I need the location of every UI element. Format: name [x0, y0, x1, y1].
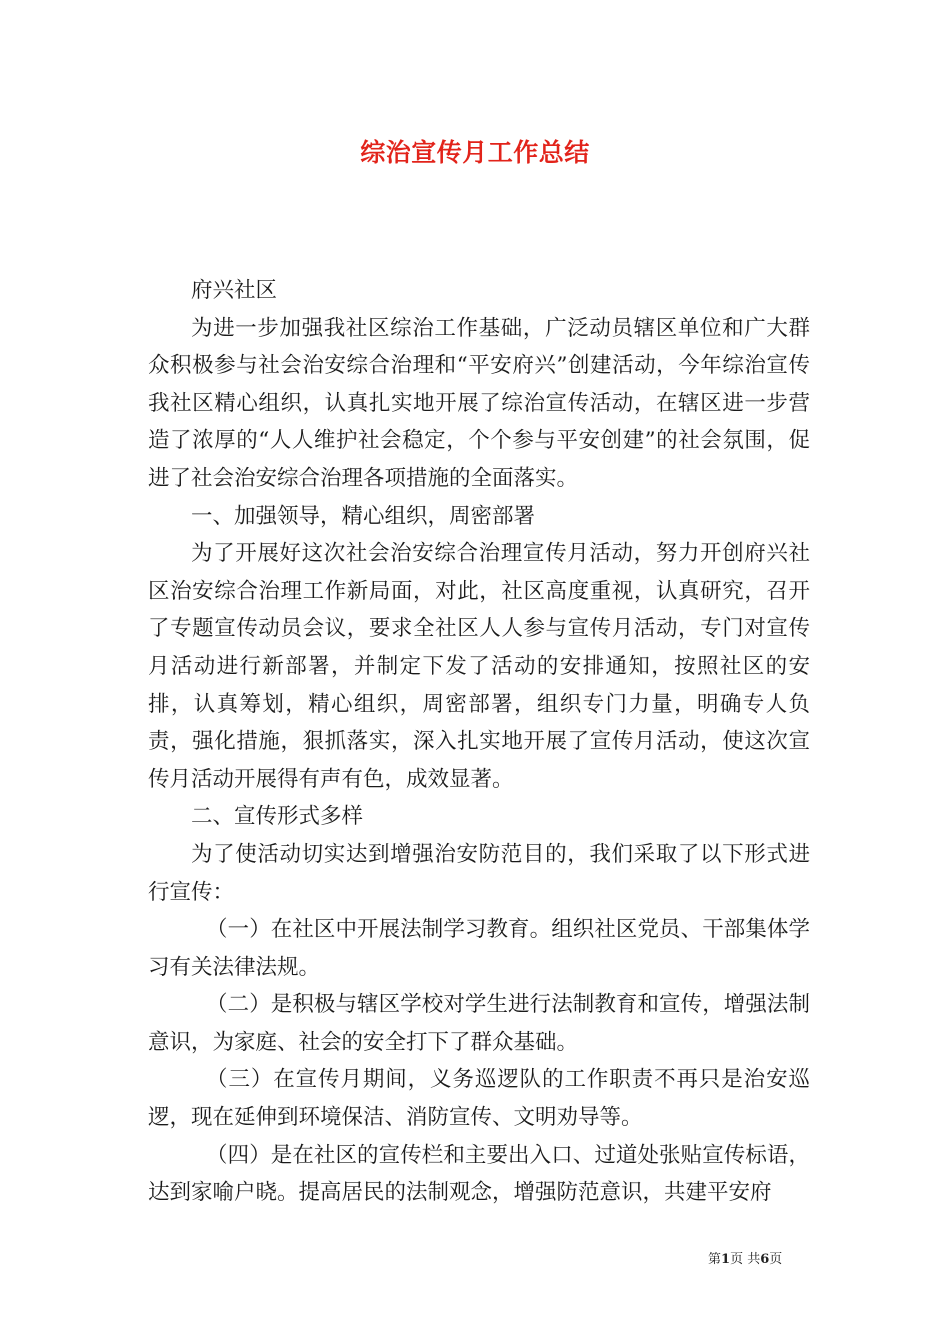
community-name: 府兴社区	[191, 278, 278, 303]
document-body	[148, 272, 810, 1212]
section-heading-2: 二、宣传形式多样	[191, 804, 364, 830]
list-item-3: （三）在宣传月期间，义务巡逻队的工作职责不再只是治安巡逻，现在延伸到环境保洁、消防宣传、文明劝导等。	[148, 1067, 810, 1131]
section-heading-1: 一、加强领导，精心组织，周密部署	[191, 503, 536, 529]
section-1-paragraph: 为了开展好这次社会治安综合治理宣传月活动，努力开创府兴社区治安综合治理工作新局面，对此，社区高度重视，认真研究，召开了专题宣传动员会议，要求全社区人人参与宣传月活动，专门对宣传月活动进行新部署，并制定下发了活动的安排通知，按照社区的安排，认真筹划，精心组织，周密部署，组织专门力量，明确专人负责，强化措施，狠抓落实，深入扎实地开展了宣传月活动，使这次宣传月活动开展得有声有色，成效显著。	[148, 541, 810, 792]
document-title: 综治宣传月工作总结	[360, 138, 590, 167]
intro-paragraph: 为进一步加强我社区综治工作基础，广泛动员辖区单位和广大群众积极参与社会治安综合治理和“平安府兴”创建活动，今年综治宣传我社区精心组织，认真扎实地开展了综治宣传活动，在辖区进一步营造了浓厚的“人人维护社会稳定，个个参与平安创建”的社会氛围，促进了社会治安综合治理各项措施的全面落实。	[148, 315, 810, 491]
list-item-1: （一）在社区中开展法制学习教育。组织社区党员、干部集体学习有关法律法规。	[148, 917, 810, 980]
current-page-number: 1	[721, 1252, 731, 1267]
page-footer	[708, 1248, 782, 1267]
footer-middle: 页 共	[730, 1252, 761, 1267]
footer-suffix: 页	[769, 1252, 783, 1267]
list-item-4: （四）是在社区的宣传栏和主要出入口、过道处张贴宣传标语，达到家喻户晓。提高居民的法制观念，增强防范意识，共建平安府	[148, 1142, 810, 1206]
total-pages-number: 6	[760, 1252, 770, 1267]
footer-prefix: 第	[708, 1252, 722, 1267]
section-2-intro: 为了使活动切实达到增强治安防范目的，我们采取了以下形式进行宣传：	[148, 841, 810, 905]
list-item-2: （二）是积极与辖区学校对学生进行法制教育和宣传，增强法制意识，为家庭、社会的安全打下了群众基础。	[148, 992, 810, 1055]
